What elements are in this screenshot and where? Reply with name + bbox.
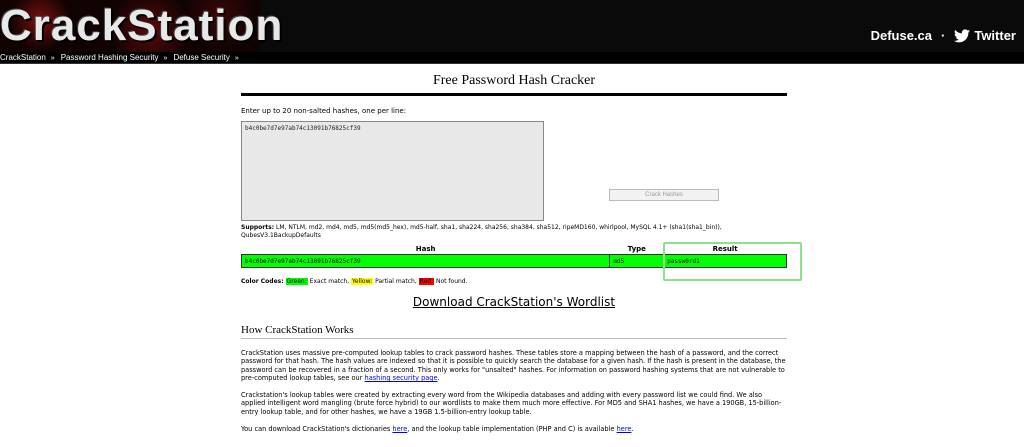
para1-text: CrackStation uses massive pre-computed lookup tables to crack password hashes. These tables store a mapping between the hash of a password, and the correct password for that hash. The hash values are indexed so that it is possible to quickly search the database for a given hash. If the hash is present in the database, the password can be recovered in a fraction of a second. This only works for "unsalted" hashes. For information on password hashing systems that are not vulnerable to pre-computed lookup tables, see our bbox=[241, 349, 786, 382]
para3-text-c: . bbox=[631, 425, 634, 433]
header-separator: · bbox=[941, 28, 946, 43]
hash-cell: b4c0be7d7e97ab74c13091b76825cf39 bbox=[242, 255, 610, 268]
type-column-header: Type bbox=[627, 245, 646, 253]
yellow-swatch: Yellow: bbox=[352, 278, 373, 285]
crack-hashes-button[interactable]: Crack Hashes bbox=[609, 189, 719, 201]
supported-hashes-text bbox=[241, 224, 741, 240]
dictionaries-here-link[interactable]: here bbox=[392, 425, 408, 433]
twitter-bird-icon[interactable] bbox=[954, 29, 970, 43]
header-links bbox=[871, 28, 1016, 43]
page-title: Free Password Hash Cracker bbox=[432, 73, 596, 88]
color-codes-legend bbox=[241, 278, 468, 285]
hash-column-header: Hash bbox=[415, 245, 436, 253]
how-it-works-heading: How CrackStation Works bbox=[241, 324, 354, 336]
color-codes-label: Color Codes: bbox=[241, 278, 284, 285]
how-it-works-paragraph-2: Crackstation's lookup tables were created by extracting every word from the Wikipedia databases and adding with every password list we could find. We also applied intelligent word mangling (brute force hybrid) to our wordlists to make them much more effective. For MD5 and SHA1 hashes, we have a 190GB, 15-billion-entry lookup table, and for other hashes, we have a 19GB 1.5-billion-entry lookup table. bbox=[241, 391, 782, 416]
green-description: Exact match, bbox=[307, 278, 352, 285]
how-it-works-paragraph-3 bbox=[241, 425, 787, 433]
green-swatch: Green: bbox=[286, 278, 307, 285]
title-divider bbox=[241, 93, 787, 96]
type-cell: md5 bbox=[610, 255, 664, 268]
nav-item-defuse-security[interactable] bbox=[173, 52, 244, 64]
nav-item-password-hashing-security[interactable] bbox=[61, 52, 174, 64]
nav-item-crackstation[interactable] bbox=[0, 52, 61, 64]
chevron-down-icon: » bbox=[50, 55, 55, 62]
twitter-link[interactable]: Twitter bbox=[974, 28, 1016, 43]
instructions-text: Enter up to 20 non-salted hashes, one per line: bbox=[241, 107, 407, 115]
nav-bar bbox=[0, 52, 1024, 64]
chevron-down-icon: » bbox=[163, 55, 168, 62]
para1-end: . bbox=[437, 373, 440, 382]
hash-input[interactable] bbox=[241, 121, 544, 221]
supports-list: LM, NTLM, md2, md4, md5, md5(md5_hex), md5-half, sha1, sha224, sha256, sha384, sha512, ripeMD160, whirlpool, MySQL 4.1+ (sha1(sha1_bin)), QubesV3.1BackupDefaults bbox=[241, 224, 722, 239]
nav-item-label: Password Hashing Security bbox=[60, 53, 159, 62]
crackstation-logo[interactable]: CrackStation bbox=[0, 1, 284, 50]
lookup-table-here-link[interactable]: here bbox=[616, 425, 632, 433]
hashing-security-link[interactable]: hashing security page bbox=[364, 373, 438, 382]
red-swatch: Red: bbox=[419, 278, 434, 285]
supports-label: Supports: bbox=[241, 224, 275, 231]
para3-text-b: , and the lookup table implementation (PHP and C) is available bbox=[407, 425, 617, 433]
download-wordlist-link[interactable]: Download CrackStation's Wordlist bbox=[412, 295, 616, 309]
section-divider bbox=[241, 338, 787, 339]
how-it-works-paragraph-1 bbox=[241, 349, 787, 382]
nav-item-label: CrackStation bbox=[0, 53, 46, 62]
chevron-down-icon: » bbox=[234, 55, 239, 62]
para3-text-a: You can download CrackStation's dictionaries bbox=[241, 425, 393, 433]
main-content bbox=[241, 64, 787, 433]
yellow-description: Partial match, bbox=[373, 278, 419, 285]
defuse-link[interactable]: Defuse.ca bbox=[870, 28, 932, 43]
red-description: Not found. bbox=[434, 278, 468, 285]
site-header bbox=[0, 0, 1024, 52]
result-cell: passw0rd1 bbox=[664, 255, 787, 268]
nav-item-label: Defuse Security bbox=[173, 53, 230, 62]
result-column-header: Result bbox=[712, 245, 738, 253]
result-highlight-box bbox=[663, 242, 802, 281]
